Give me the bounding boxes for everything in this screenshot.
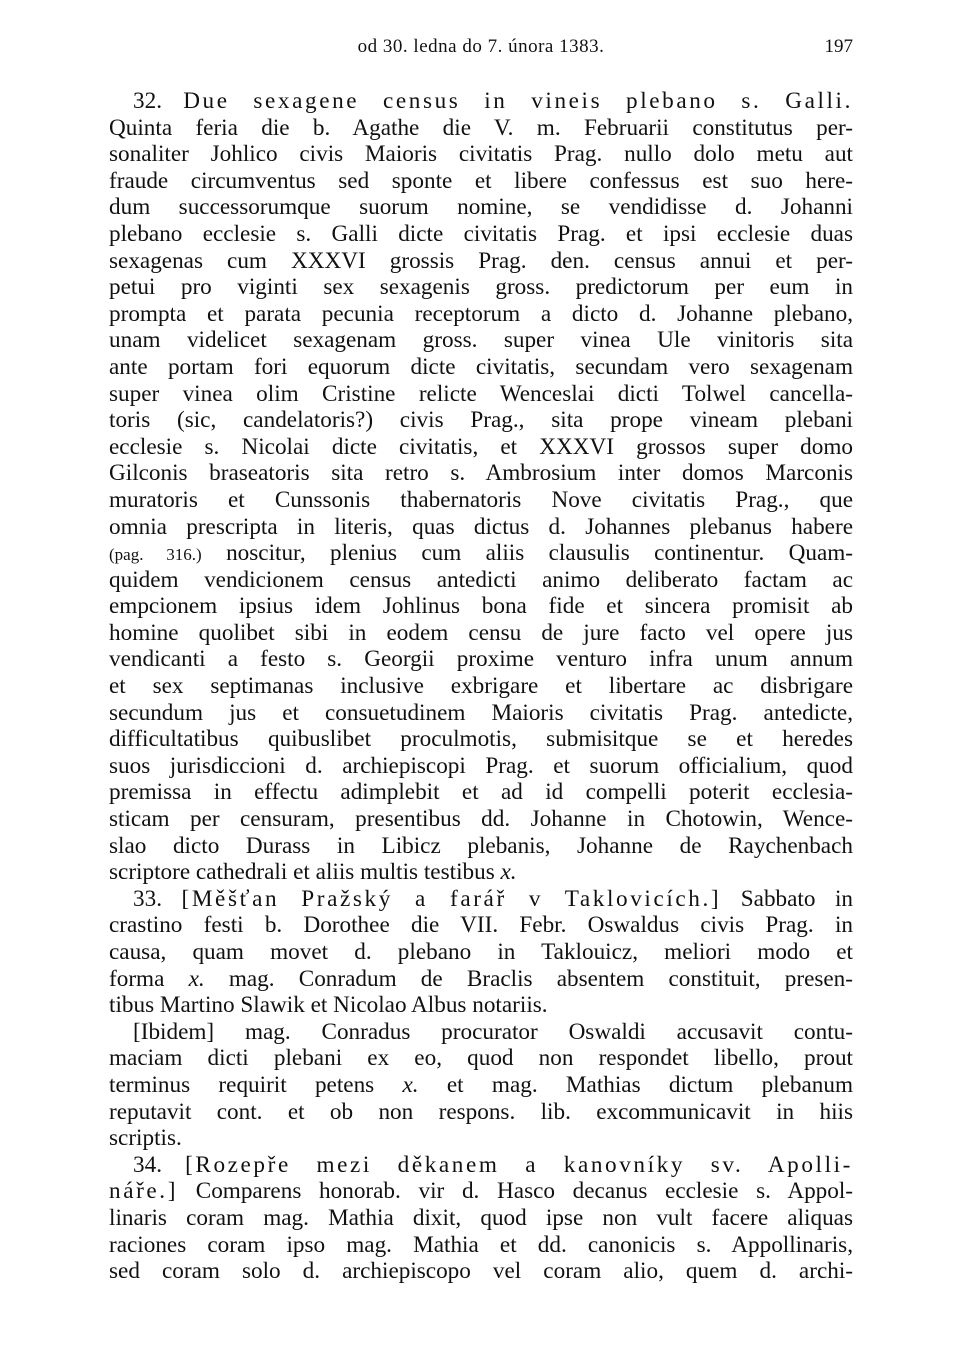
text-line: Gilconis braseatoris sita retro s. Ambrosium inter domos Marconis xyxy=(109,460,853,487)
text-line: maciam dicti plebani ex eo, quod non respondet libello, prout xyxy=(109,1045,853,1072)
text-line: sonaliter Johlico civis Maioris civitatis Prag. nullo dolo metu aut xyxy=(109,141,853,168)
text-line: unam videlicet sexagenam gross. super vinea Ule vinitoris sita xyxy=(109,327,853,354)
text-line: náře.] Comparens honorab. vir d. Hasco decanus ecclesie s. Appol- xyxy=(109,1178,854,1205)
entry-heading: náře.] xyxy=(109,1178,179,1205)
entry-34-heading-line xyxy=(109,1152,853,1179)
text-line: forma x. mag. Conradum de Braclis absentem constituit, presen- xyxy=(109,965,854,992)
page-number: 197 xyxy=(824,36,853,57)
text-line: linaris coram mag. Mathia dixit, quod ipse non vult facere aliquas xyxy=(109,1204,853,1231)
text-line: dum successorumque suorum nomine, se vendidisse d. Johanni xyxy=(109,194,853,221)
text-line: plebano ecclesie s. Galli dicte civitatis Prag. et ipsi ecclesie duas xyxy=(109,220,853,247)
text-line: homine quolibet sibi in eodem censu de jure facto vel opere jus xyxy=(109,619,853,646)
text-line: prompta et parata pecunia receptorum a dicto d. Johanne plebano, xyxy=(109,300,853,327)
text-line: petui pro viginti sex sexagenis gross. predictorum per eum in xyxy=(109,274,853,301)
text-line: premissa in effectu adimplebit et ad id compelli poterit ecclesia- xyxy=(109,779,853,806)
text-line: sticam per censuram, presentibus dd. Johanne in Chotowin, Wence- xyxy=(109,806,853,833)
text-line: et sex septimanas inclusive exbrigare et libertare ac disbrigare xyxy=(109,673,853,700)
entry-33-heading-line: 33. [Měšťan Pražský a farář v Taklovicích.] Sabbato in xyxy=(133,885,854,912)
entry-heading: Due sexagene census in vineis plebano s. Galli. xyxy=(183,88,853,114)
text-line: (pag. 316.) noscitur, plenius cum aliis clausulis continentur. Quam- xyxy=(109,540,853,567)
text-line: raciones coram ipso mag. Mathia et dd. canonicis s. Appollinaris, xyxy=(109,1231,853,1258)
document-page xyxy=(109,30,853,1285)
text-line: muratoris et Cunssonis thabernatoris Nove civitatis Prag., que xyxy=(109,486,853,513)
text-line: crastino festi b. Dorothee die VII. Febr. Oswaldus civis Prag. in xyxy=(109,912,853,939)
text-line: ante portam fori equorum dicte civitatis, secundam vero sexagenam xyxy=(109,353,853,380)
entry-heading: [Rozepře mezi děkanem a kanovníky sv. Apolli- xyxy=(185,1151,853,1178)
text-line: vendicanti a festo s. Georgii proxime venturo infra unum annum xyxy=(109,646,853,673)
text-line: terminus requirit petens x. et mag. Mathias dictum plebanum xyxy=(109,1071,854,1098)
entry-number: 32. xyxy=(133,88,162,114)
text-line: tibus Martino Slawik et Nicolao Albus notariis. xyxy=(109,992,548,1019)
text-line: sed coram solo d. archiepiscopo vel coram alio, quem d. archi- xyxy=(109,1258,853,1285)
text-line: super vinea olim Cristine relicte Wenceslai dicti Tolwel cancella- xyxy=(109,380,853,407)
text-line: secundum jus et consuetudinem Maioris civitatis Prag. antedicte, xyxy=(109,699,853,726)
text-line: reputavit cont. et ob non respons. lib. excommunicavit in hiis xyxy=(109,1098,853,1125)
entry-number: 33. xyxy=(133,885,162,912)
body-text xyxy=(109,88,853,1285)
text-line: Quinta feria die b. Agathe die V. m. Februarii constitutus per- xyxy=(109,114,853,141)
entry-32-heading-line xyxy=(109,88,853,115)
etc-symbol: x. xyxy=(188,965,205,992)
running-title: od 30. ledna do 7. února 1383. xyxy=(357,36,605,57)
etc-symbol: x. xyxy=(500,859,517,886)
running-header xyxy=(109,30,853,66)
text-line: slao dicto Durass in Libicz plebanis, Johanne de Raychenbach xyxy=(109,832,853,859)
text-line: difficultatibus quibuslibet proculmotis, submisitque se et heredes xyxy=(109,726,853,753)
text-line: [Ibidem] mag. Conradus procurator Oswaldi accusavit contu- xyxy=(133,1018,853,1045)
text-line: fraude circumventus sed sponte et libere confessus est suo here- xyxy=(109,167,853,194)
entry-number: 34. xyxy=(133,1151,162,1178)
text-line: causa, quam movet d. plebano in Taklouicz, meliori modo et xyxy=(109,939,853,965)
text-line: ecclesie s. Nicolai dicte civitatis, et XXXVI grossos super domo xyxy=(109,433,853,460)
text-line: toris (sic, candelatoris?) civis Prag., sita prope vineam plebani xyxy=(109,407,853,434)
text-line: quidem vendicionem census antedicti animo deliberato factam ac xyxy=(109,566,853,593)
page-reference: (pag. 316.) xyxy=(109,545,202,565)
text-line: suos jurisdiccioni d. archiepiscopi Prag. et suorum officialium, quod xyxy=(109,752,853,779)
text-line: omnia prescripta in literis, quas dictus d. Johannes plebanus habere xyxy=(109,513,853,540)
text-line: scriptore cathedrali et aliis multis testibus x. xyxy=(109,859,517,886)
etc-symbol: x. xyxy=(402,1071,419,1098)
text-line: sexagenas cum XXXVI grossis Prag. den. census annui et per- xyxy=(109,247,853,274)
text-line: scriptis. xyxy=(109,1125,182,1152)
entry-heading: [Měšťan Pražský a farář v Taklovicích.] xyxy=(181,885,722,912)
text-line: empcionem ipsius idem Johlinus bona fide et sincera promisit ab xyxy=(109,593,853,620)
